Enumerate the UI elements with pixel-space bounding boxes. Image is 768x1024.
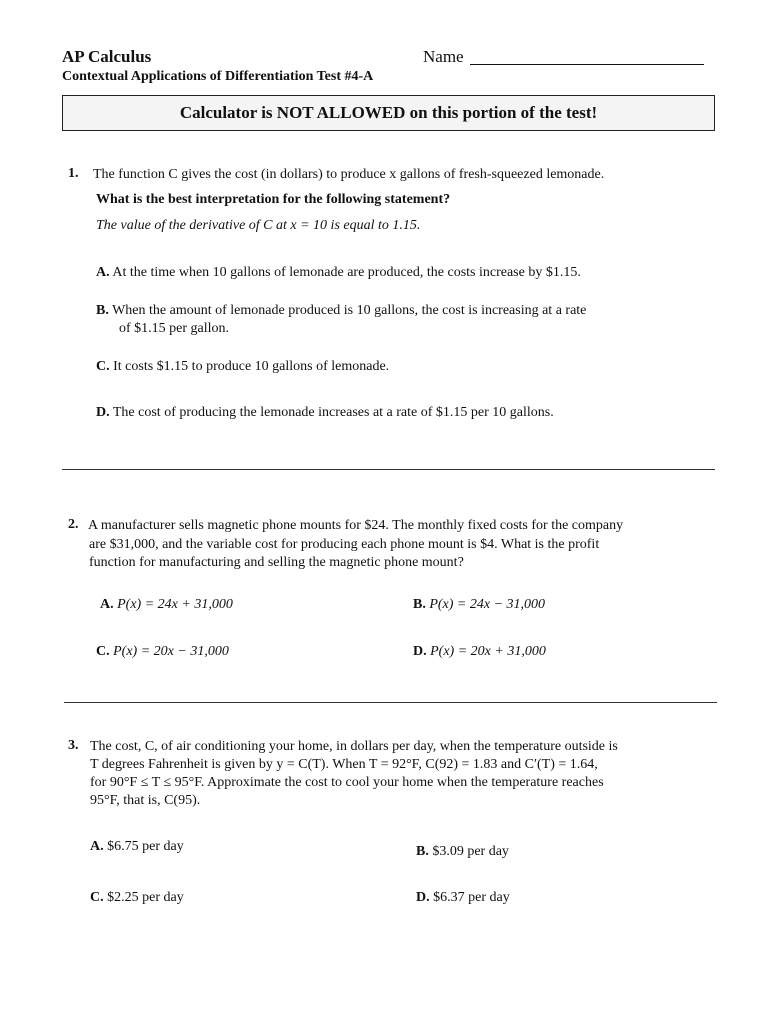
q1-option-c-letter: C. — [96, 359, 110, 374]
q3-option-a[interactable] — [90, 838, 184, 856]
q3-option-c-letter: C. — [90, 890, 104, 905]
q1-option-c-text: It costs $1.15 to produce 10 gallons of lemonade. — [113, 359, 390, 374]
divider-2 — [64, 702, 717, 703]
q2-option-b[interactable] — [413, 596, 545, 614]
q2-text-line2: are $31,000, and the variable cost for producing each phone mount is $4. What is the profit — [89, 537, 600, 552]
q1-option-d[interactable] — [96, 404, 554, 422]
q3-option-d[interactable] — [416, 889, 510, 907]
q2-text-line1: A manufacturer sells magnetic phone mounts for $24. The monthly fixed costs for the company — [88, 518, 624, 533]
q3-option-a-letter: A. — [90, 839, 104, 854]
q2-option-b-text: P(x) = 24x − 31,000 — [429, 597, 546, 612]
q1-statement: The value of the derivative of C at x = 10 is equal to 1.15. — [96, 218, 421, 233]
q1-option-b[interactable] — [96, 302, 586, 320]
q3-text-line4: 95°F, that is, C(95). — [90, 793, 201, 808]
q3-option-b-letter: B. — [416, 844, 429, 859]
q3-option-b-text: $3.09 per day — [432, 844, 509, 859]
q3-option-c[interactable] — [90, 889, 184, 907]
q3-option-b[interactable] — [416, 843, 509, 861]
q1-option-a[interactable] — [96, 264, 581, 282]
q3-option-d-letter: D. — [416, 890, 430, 905]
q1-prompt: What is the best interpretation for the following statement? — [96, 192, 451, 207]
q2-option-d-letter: D. — [413, 644, 427, 659]
q1-option-d-letter: D. — [96, 405, 110, 420]
q3-text-line2: T degrees Fahrenheit is given by y = C(T). When T = 92°F, C(92) = 1.83 and C′(T) = 1.64, — [90, 757, 598, 772]
q1-option-b-letter: B. — [96, 303, 109, 318]
q1-text: The function C gives the cost (in dollars) to produce x gallons of fresh-squeezed lemonade. — [93, 167, 605, 182]
q2-option-c-text: P(x) = 20x − 31,000 — [113, 644, 229, 659]
q2-option-d[interactable] — [413, 643, 546, 661]
q3-text-line1: The cost, C, of air conditioning your home, in dollars per day, when the temperature outside is — [90, 739, 618, 754]
calculator-banner — [62, 95, 715, 131]
course-title: AP Calculus — [62, 47, 152, 66]
q2-option-b-letter: B. — [413, 597, 426, 612]
q2-option-c[interactable] — [96, 643, 229, 661]
q2-option-a-letter: A. — [100, 597, 114, 612]
q1-option-c[interactable] — [96, 358, 389, 376]
calculator-banner-text: Calculator is NOT ALLOWED on this portion of the test! — [179, 103, 598, 122]
q1-option-a-text: At the time when 10 gallons of lemonade are produced, the costs increase by $1.15. — [112, 265, 581, 280]
q2-option-c-letter: C. — [96, 644, 110, 659]
name-label: Name — [423, 47, 464, 66]
q3-option-d-text: $6.37 per day — [433, 890, 510, 905]
q1-option-a-letter: A. — [96, 265, 110, 280]
q2-option-a[interactable] — [100, 596, 233, 614]
test-subtitle: Contextual Applications of Differentiation Test #4-A — [62, 69, 374, 84]
q3-text-line3: for 90°F ≤ T ≤ 95°F. Approximate the cost to cool your home when the temperature reaches — [90, 775, 604, 790]
divider-1 — [62, 469, 715, 470]
q2-text-line3: function for manufacturing and selling the magnetic phone mount? — [89, 555, 464, 570]
q2-number: 2. — [68, 517, 79, 532]
q3-option-c-text: $2.25 per day — [107, 890, 184, 905]
q2-option-d-text: P(x) = 20x + 31,000 — [430, 644, 546, 659]
q1-option-b-text-line2: of $1.15 per gallon. — [119, 321, 230, 336]
q2-option-a-text: P(x) = 24x + 31,000 — [117, 597, 233, 612]
name-input-line[interactable] — [470, 64, 704, 65]
q1-option-b-text-line1: When the amount of lemonade produced is 10 gallons, the cost is increasing at a rate — [112, 303, 587, 318]
q3-number: 3. — [68, 738, 79, 753]
q3-option-a-text: $6.75 per day — [107, 839, 184, 854]
q1-option-d-text: The cost of producing the lemonade increases at a rate of $1.15 per 10 gallons. — [112, 405, 554, 420]
q1-number: 1. — [68, 166, 79, 181]
